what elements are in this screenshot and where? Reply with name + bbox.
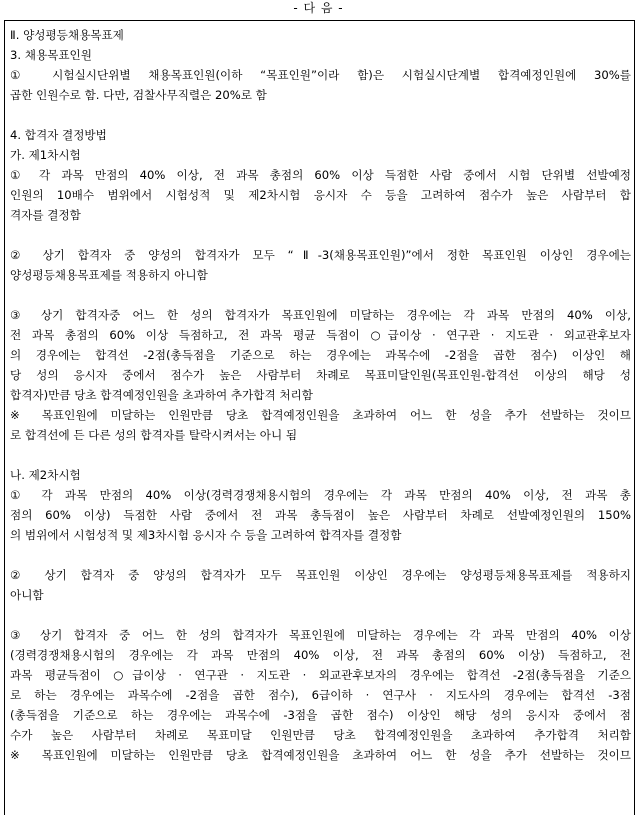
document-line: 점의 60% 이상) 득점한 사람 중에서 전 과목 총득점이 높은 사람부터 차례로 선발예정인원의 150% (10, 508, 631, 522)
document-line: ③ 상기 합격자 중 어느 한 성의 합격자가 목표인원에 미달하는 경우에는 각 과목 만점의 40% 이상 (10, 628, 631, 642)
document-line: 당 성의 응시자 중에서 점수가 높은 사람부터 차례로 목표미달인원(목표인원-합격선 이상의 해당 성 (10, 368, 631, 382)
document-heading: - 다 음 - (293, 1, 344, 15)
document-line: 곱한 인원수로 함. 다만, 검찰사무직렬은 20%로 함 (10, 88, 267, 102)
document-line: ※ 목표인원에 미달하는 인원만큼 당초 합격예정인원을 초과하여 어느 한 성을 추가 선발하는 것이므 (10, 408, 631, 422)
blank-line (10, 285, 631, 305)
document-line: 나. 제2차시험 (10, 468, 81, 482)
document-line: 격자를 결정함 (10, 208, 81, 222)
document-line: ② 상기 합격자 중 양성의 합격자가 모두 목표인원 이상인 경우에는 양성평등채용목표제를 적용하지 (10, 568, 631, 582)
document-line: 로 합격선에 든 다른 성의 합격자를 탈락시켜서는 아니 됨 (10, 428, 298, 442)
document-line: 양성평등채용목표제를 적용하지 아니함 (10, 268, 208, 282)
document-line: 인원의 10배수 범위에서 시험성적 및 제2차시험 응시자 수 등을 고려하여 점수가 높은 사람부터 합 (10, 188, 631, 202)
blank-line (10, 445, 631, 465)
document-line: 아니함 (10, 588, 44, 602)
document-line: Ⅱ. 양성평등채용목표제 (10, 28, 124, 42)
document-line: 의 범위에서 시험성적 및 제3차시험 응시자 수 등을 고려하여 합격자를 결정함 (10, 528, 402, 542)
document-line: ② 상기 합격자 중 양성의 합격자가 모두 “Ⅱ-3(채용목표인원)”에서 정한 목표인원 이상인 경우에는 (10, 248, 631, 262)
document-line: 4. 합격자 결정방법 (10, 128, 107, 142)
document-line: ① 각 과목 만점의 40% 이상, 전 과목 총점의 60% 이상 득점한 사람 중에서 시험 단위별 선발예정 (10, 168, 631, 182)
blank-line (10, 105, 631, 125)
document-line: 의 경우에는 합격선 -2점(총득점을 기준으로 하는 경우에는 과목수에 -2점을 곱한 점수) 이상인 해 (10, 348, 631, 362)
document-line: (경력경쟁채용시험의 경우에는 각 과목 만점의 40% 이상, 전 과목 총점의 60% 이상) 득점하고, 전 (10, 648, 631, 662)
document-line: 과목 평균득점이 ○급이상 · 연구관 · 지도관 · 외교관후보자의 경우에는 합격선 -2점(총득점을 기준으 (10, 668, 631, 682)
document-line: ③ 상기 합격자중 어느 한 성의 합격자가 목표인원에 미달하는 경우에는 각 과목 만점의 40% 이상, (10, 308, 631, 322)
document-line: ※ 목표인원에 미달하는 인원만큼 당초 합격예정인원을 초과하여 어느 한 성을 추가 선발하는 것이므 (10, 748, 631, 762)
blank-line (10, 225, 631, 245)
document-line: ① 각 과목 만점의 40% 이상(경력경쟁채용시험의 경우에는 각 과목 만점의 40% 이상, 전 과목 총 (10, 488, 631, 502)
document-line: (총득점을 기준으로 하는 경우에는 과목수에 -3점을 곱한 점수) 이상인 해당 성의 응시자 중에서 점 (10, 708, 631, 722)
document-line: 수가 높은 사람부터 차례로 목표미달 인원만큼 당초 합격예정인원을 초과하여 추가합격 처리함 (10, 728, 631, 742)
document-line: 합격자)만큼 당초 합격예정인원을 초과하여 추가합격 처리함 (10, 388, 313, 402)
document-line: 로 하는 경우에는 과목수에 -2점을 곱한 점수), 6급이하 · 연구사 · 지도사의 경우에는 합격선 -3점 (10, 688, 631, 702)
document-body-box (4, 20, 635, 815)
document-line: 3. 채용목표인원 (10, 48, 92, 62)
blank-line (10, 545, 631, 565)
document-line: 전 과목 총점의 60% 이상 득점하고, 전 과목 평균 득점이 ○급이상 · 연구관 · 지도관 · 외교관후보자 (10, 328, 631, 342)
document-line: 가. 제1차시험 (10, 148, 81, 162)
document-line: ① 시험실시단위별 채용목표인원(이하 “목표인원”이라 함)은 시험실시단계별 합격예정인원에 30%를 (10, 68, 631, 82)
blank-line (10, 605, 631, 625)
